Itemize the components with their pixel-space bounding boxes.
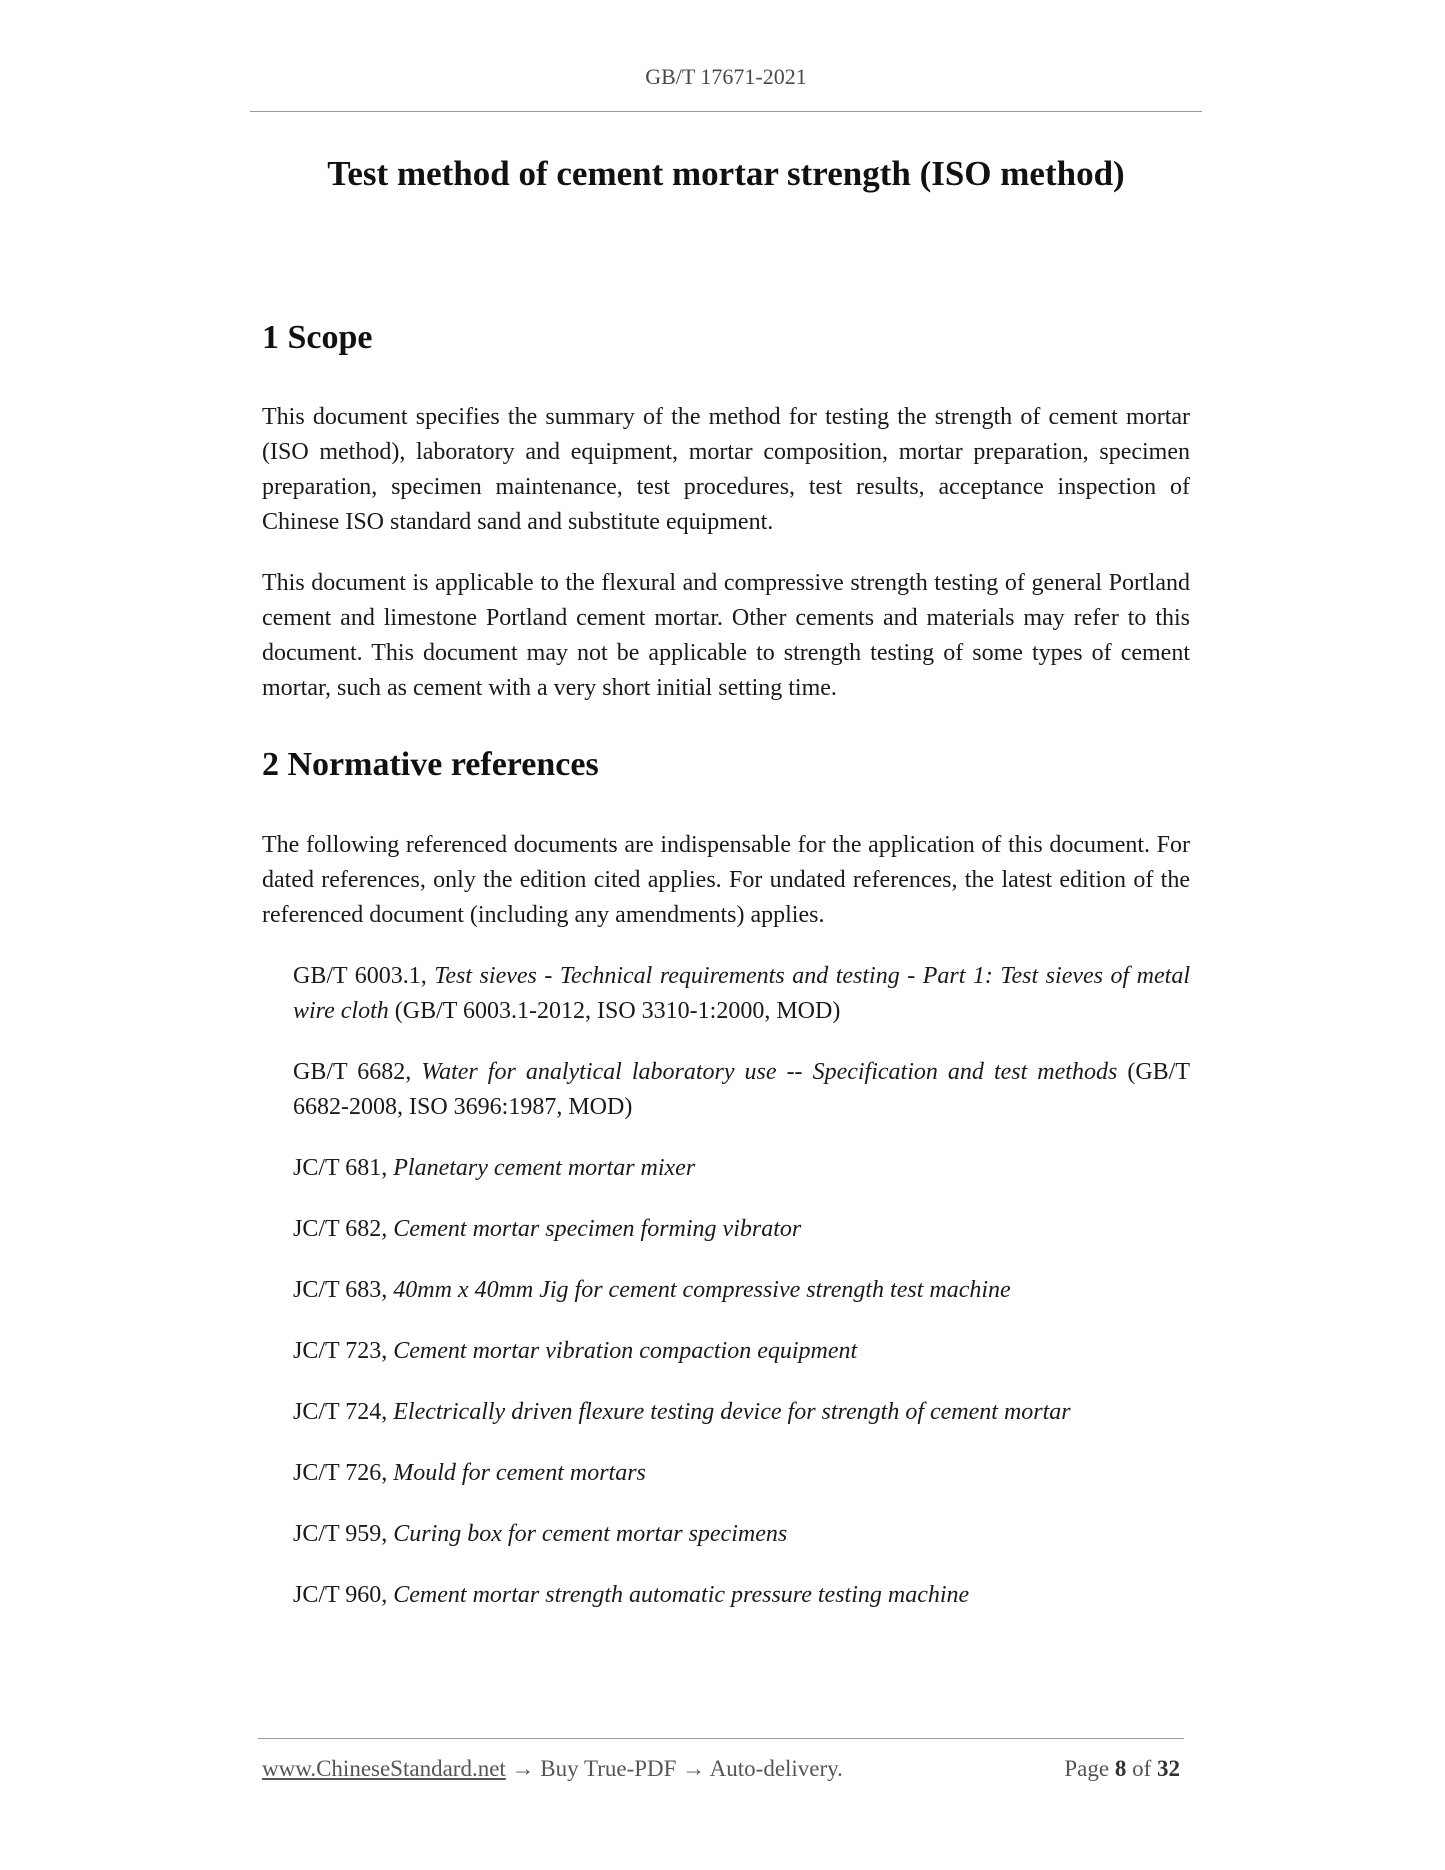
reference-code: JC/T 681, bbox=[293, 1154, 394, 1181]
reference-item bbox=[293, 1212, 1190, 1247]
reference-code: JC/T 724, bbox=[293, 1398, 394, 1425]
reference-code: JC/T 959, bbox=[293, 1520, 394, 1547]
website-link[interactable]: www.ChineseStandard.net bbox=[262, 1756, 506, 1781]
reference-item bbox=[293, 1578, 1190, 1613]
reference-title: Water for analytical laboratory use -- Specification and test methods bbox=[421, 1058, 1118, 1085]
normative-intro-paragraph: The following referenced documents are indispensable for the application of this document. For dated references, only the edition cited applies. For undated references, the latest edition of the referenced document (including any amendments) applies. bbox=[262, 831, 1190, 928]
reference-suffix: (GB/T 6003.1-2012, ISO 3310-1:2000, MOD) bbox=[388, 997, 841, 1024]
reference-item bbox=[293, 1395, 1190, 1430]
reference-title: Mould for cement mortars bbox=[393, 1459, 646, 1486]
reference-item bbox=[293, 1151, 1190, 1186]
document-title: Test method of cement mortar strength (ISO method) bbox=[327, 154, 1125, 193]
reference-item bbox=[293, 1273, 1190, 1308]
reference-title: Electrically driven flexure testing device for strength of cement mortar bbox=[393, 1398, 1071, 1425]
reference-title: Curing box for cement mortar specimens bbox=[393, 1520, 788, 1547]
reference-code: JC/T 726, bbox=[293, 1459, 394, 1486]
reference-code: GB/T 6003.1, bbox=[293, 962, 435, 989]
page-of-label: of bbox=[1126, 1756, 1157, 1781]
section-heading-normative-references: 2 Normative references bbox=[262, 745, 599, 783]
running-header: GB/T 17671-2021 bbox=[645, 64, 807, 89]
reference-code: JC/T 723, bbox=[293, 1337, 394, 1364]
reference-title: Cement mortar specimen forming vibrator bbox=[393, 1215, 802, 1242]
reference-title: Planetary cement mortar mixer bbox=[393, 1154, 696, 1181]
reference-code: GB/T 6682, bbox=[293, 1058, 422, 1085]
reference-code: JC/T 683, bbox=[293, 1276, 394, 1303]
reference-title: Cement mortar strength automatic pressure testing machine bbox=[393, 1581, 970, 1608]
reference-code: JC/T 960, bbox=[293, 1581, 394, 1608]
header-divider bbox=[250, 111, 1202, 112]
footer-divider bbox=[258, 1738, 1184, 1739]
scope-paragraph: This document is applicable to the flexural and compressive strength testing of general Portland cement and limestone Portland cement mortar. Other cements and materials may refer to this document. This document may not be applicable to strength testing of some types of cement mortar, such as cement with a very short initial setting time. bbox=[262, 569, 1190, 701]
reference-list bbox=[262, 959, 1190, 1613]
page-number bbox=[1064, 1756, 1180, 1782]
reference-item bbox=[293, 1517, 1190, 1552]
document-body bbox=[262, 318, 1190, 1639]
footer-tagline: → Buy True-PDF → Auto-delivery. bbox=[505, 1756, 843, 1781]
reference-suffix: (GB/T 6682-2008, ISO 3696:1987, MOD) bbox=[293, 1058, 1191, 1120]
reference-title: Test sieves - Technical requirements and testing - Part 1: Test sieves of metal wire cloth bbox=[293, 962, 1190, 1024]
page-footer bbox=[262, 1756, 1180, 1782]
reference-item bbox=[293, 1456, 1190, 1491]
page-total: 32 bbox=[1157, 1756, 1180, 1781]
footer-promo bbox=[262, 1756, 843, 1782]
page-current: 8 bbox=[1114, 1756, 1127, 1781]
reference-item bbox=[293, 1334, 1190, 1369]
reference-code: JC/T 682, bbox=[293, 1215, 394, 1242]
page-label: Page bbox=[1064, 1756, 1115, 1781]
reference-item bbox=[293, 1055, 1190, 1125]
section-heading-scope: 1 Scope bbox=[262, 319, 373, 356]
scope-paragraph: This document specifies the summary of the method for testing the strength of cement mortar (ISO method), laboratory and equipment, mortar composition, mortar preparation, specimen preparation, specimen maintenance, test procedures, test results, acceptance inspection of Chinese ISO standard sand and substitute equipment. bbox=[262, 403, 1190, 535]
reference-title: 40mm x 40mm Jig for cement compressive strength test machine bbox=[393, 1276, 1011, 1303]
reference-title: Cement mortar vibration compaction equipment bbox=[393, 1337, 858, 1364]
reference-item bbox=[293, 959, 1190, 1029]
